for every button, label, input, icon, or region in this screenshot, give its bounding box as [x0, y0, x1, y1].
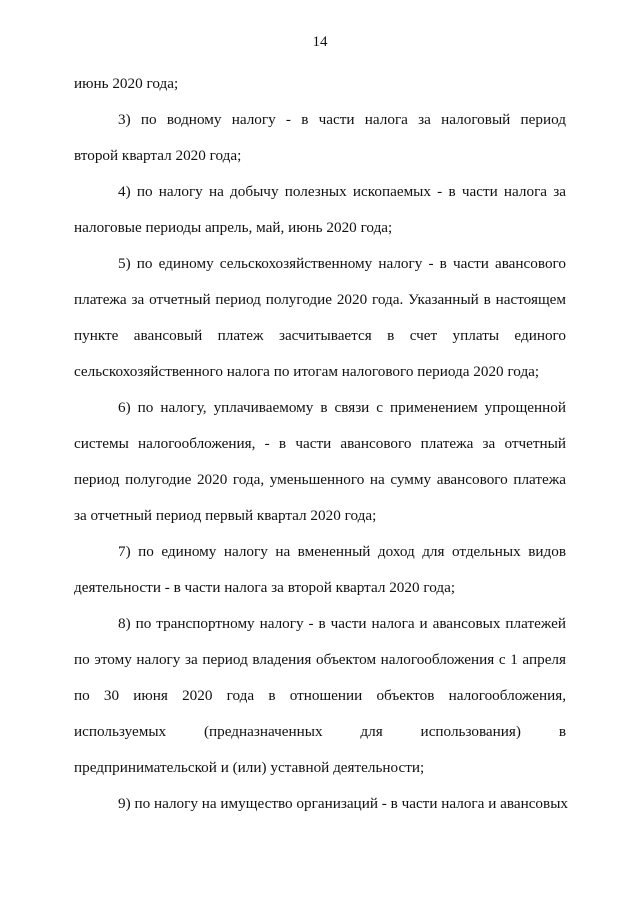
text-line: пункте авансовый платеж засчитывается в счет уплаты единого: [74, 327, 566, 344]
text-line: используемых (предназначенных для использования) в: [74, 723, 566, 740]
text-line: период полугодие 2020 года, уменьшенного на сумму авансового платежа: [74, 471, 566, 488]
text-line: 7) по единому налогу на вмененный доход для отдельных видов: [118, 543, 566, 560]
text-line: предпринимательской и (или) уставной деятельности;: [74, 759, 425, 776]
text-line: 5) по единому сельскохозяйственному налогу - в части авансового: [118, 255, 566, 272]
text-line: сельскохозяйственного налога по итогам налогового периода 2020 года;: [74, 363, 540, 380]
text-line: 9) по налогу на имущество организаций - в части налога и авансовых: [118, 795, 568, 812]
text-line: 8) по транспортному налогу - в части налога и авансовых платежей: [118, 615, 566, 632]
text-line: по 30 июня 2020 года в отношении объектов налогообложения,: [74, 687, 566, 704]
text-line: налоговые периоды апрель, май, июнь 2020 года;: [74, 219, 393, 236]
document-body: [74, 66, 566, 822]
text-line: второй квартал 2020 года;: [74, 147, 242, 164]
text-line: по этому налогу за период владения объектом налогообложения с 1 апреля: [74, 651, 566, 668]
text-line: за отчетный период первый квартал 2020 года;: [74, 507, 377, 524]
page-number: 14: [312, 34, 328, 50]
text-line: деятельности - в части налога за второй квартал 2020 года;: [74, 579, 456, 596]
text-line: системы налогообложения, - в части авансового платежа за отчетный: [74, 435, 566, 452]
text-line: 3) по водному налогу - в части налога за налоговый период: [118, 111, 566, 128]
text-line: июнь 2020 года;: [74, 75, 179, 92]
text-line: 4) по налогу на добычу полезных ископаемых - в части налога за: [118, 183, 566, 200]
text-line: платежа за отчетный период полугодие 2020 года. Указанный в настоящем: [74, 291, 566, 308]
text-line: 6) по налогу, уплачиваемому в связи с применением упрощенной: [118, 399, 566, 416]
